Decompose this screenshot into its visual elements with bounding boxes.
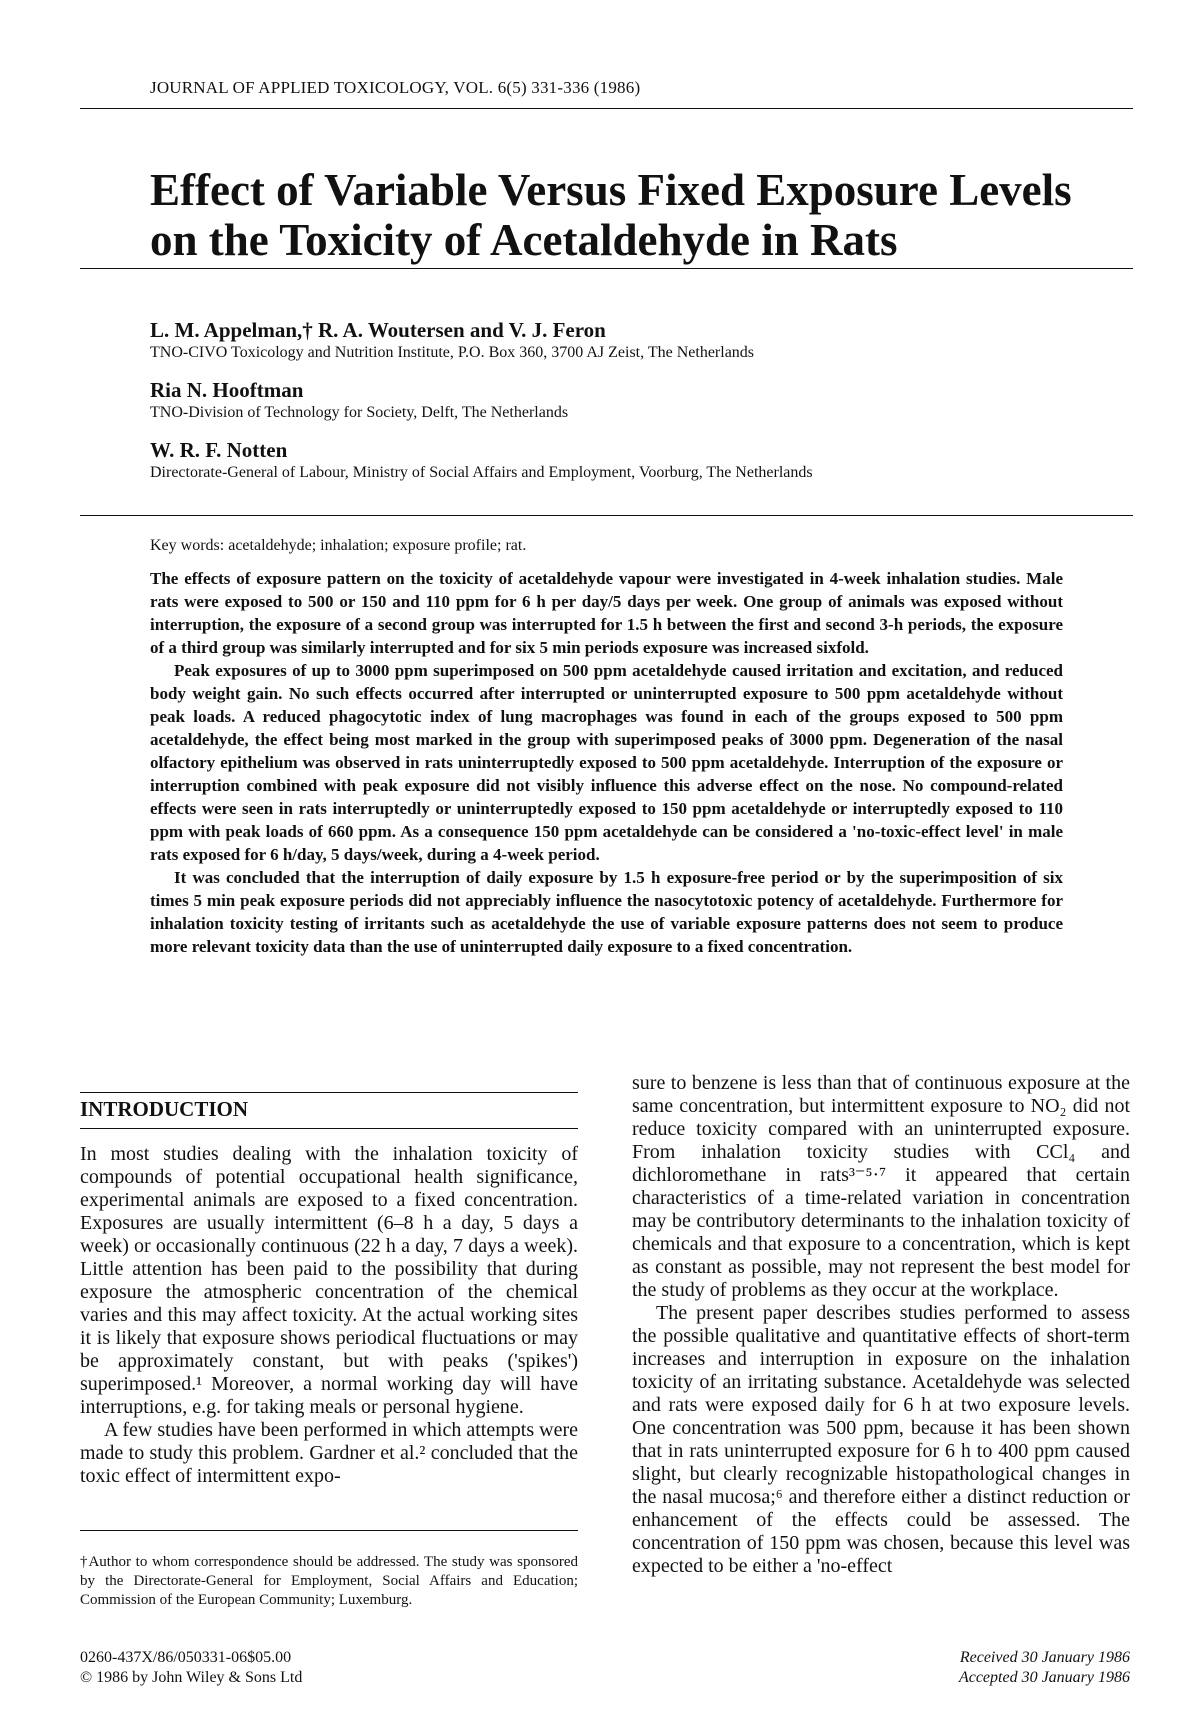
copyright-line: © 1986 by John Wiley & Sons Ltd (80, 1669, 303, 1686)
author-group (150, 437, 1110, 483)
section-heading-introduction: INTRODUCTION (80, 1092, 578, 1129)
author-names: W. R. F. Notten (150, 438, 288, 462)
author-group (150, 377, 1110, 423)
author-affiliation: TNO-CIVO Toxicology and Nutrition Institute, P.O. Box 360, 3700 AJ Zeist, The Netherlands (150, 344, 755, 361)
authors-rule (80, 515, 1133, 516)
title-line-1: Effect of Variable Versus Fixed Exposure Levels (150, 165, 1072, 215)
author-names: L. M. Appelman,† R. A. Woutersen and V. J. Feron (150, 318, 606, 342)
author-affiliation: Directorate-General of Labour, Ministry of Social Affairs and Employment, Voorburg, The Netherlands (150, 464, 813, 481)
footnote-rule (80, 1530, 578, 1531)
accepted-date: Accepted 30 January 1986 (958, 1669, 1130, 1686)
publication-info (80, 1648, 302, 1688)
header-rule (80, 108, 1133, 109)
author-affiliation: TNO-Division of Technology for Society, Delft, The Netherlands (150, 404, 569, 421)
author-block (150, 317, 1110, 497)
received-date: Received 30 January 1986 (959, 1649, 1130, 1666)
abstract-paragraph: Peak exposures of up to 3000 ppm superimposed on 500 ppm acetaldehyde caused irritation and excitation, and reduced body weight gain. No such effects occurred after interrupted or uninterrupted exposure to 500 ppm acetaldehyde without peak loads. A reduced phagocytotic index of lung macrophages was found in each of the groups exposed to 500 ppm acetaldehyde, the effect being most marked in the group with superimposed peaks of 3000 ppm. Degeneration of the nasal olfactory epithelium was observed in rats uninterruptedly exposed to 500 ppm acetaldehyde. Interruption of the exposure or interruption combined with peak exposure did not visibly influence this adverse effect on the nose. No compound-related effects were seen in rats interruptedly or uninterruptedly exposed to 150 ppm acetaldehyde or interruptedly exposed to 110 ppm with peak loads of 660 ppm. As a consequence 150 ppm acetaldehyde can be considered a 'no-toxic-effect level' in male rats exposed for 6 h/day, 5 days/week, during a 4-week period. (150, 661, 1063, 864)
right-column (632, 1072, 1130, 1578)
abstract-paragraph: The effects of exposure pattern on the toxicity of acetaldehyde vapour were investigated in 4-week inhalation studies. Male rats were exposed to 500 or 150 and 110 ppm for 6 h per day/5 days per week. One group of animals was exposed without interruption, the exposure of a second group was interrupted for 1.5 h between the first and second 3-h periods, the exposure of a third group was similarly interrupted and for six 5 min periods exposure was increased sixfold. (150, 569, 1063, 657)
running-head: JOURNAL OF APPLIED TOXICOLOGY, VOL. 6(5) 331-336 (1986) (150, 78, 641, 97)
footnote: †Author to whom correspondence should be addressed. The study was sponsored by the Directorate-General for Employment, Social Affairs and Education; Commission of the European Community; Luxemburg. (80, 1554, 578, 1608)
title-line-2: on the Toxicity of Acetaldehyde in Rats (150, 215, 898, 265)
body-paragraph: In most studies dealing with the inhalation toxicity of compounds of potential occupational health significance, experimental animals are exposed to a fixed concentration. Exposures are usually intermittent (6–8 h a day, 5 days a week) or occasionally continuous (22 h a day, 7 days a week). Little attention has been paid to the possibility that during exposure the atmospheric concentration of the chemical varies and this may affect toxicity. At the actual working sites it is likely that exposure shows periodical fluctuations or may be approximately constant, but with peaks ('spikes') superimposed.¹ Moreover, a normal working day will have interruptions, e.g. for taking meals or personal hygiene. (80, 1143, 578, 1418)
article-title (150, 165, 1110, 265)
abstract (150, 567, 1063, 958)
introduction-body (80, 1143, 578, 1488)
keywords: Key words: acetaldehyde; inhalation; exposure profile; rat. (150, 537, 527, 554)
issn-code: 0260-437X/86/050331-06$05.00 (80, 1649, 292, 1666)
author-names: Ria N. Hooftman (150, 378, 304, 402)
body-paragraph: The present paper describes studies performed to assess the possible qualitative and quantitative effects of short-term increases and interruption in exposure on the inhalation toxicity of an irritating substance. Acetaldehyde was selected and rats were exposed daily for 6 h at two exposure levels. One concentration was 500 ppm, because it has been shown that in rats uninterrupted exposure for 6 h to 400 ppm caused slight, but clearly recognizable histopathological changes in the nasal mucosa;⁶ and therefore either a distinct reduction or enhancement of the effects could be assessed. The concentration of 150 ppm was chosen, because this level was expected to be either a 'no-effect (632, 1302, 1130, 1577)
author-group (150, 317, 1110, 363)
body-paragraph: sure to benzene is less than that of continuous exposure at the same concentration, but intermittent exposure to NO₂ did not reduce toxicity compared with an uninterrupted exposure. From inhalation toxicity studies with CCl₄ and dichloromethane in rats³⁻⁵·⁷ it appeared that certain characteristics of a time-related variation in concentration may be contributory determinants to the inhalation toxicity of chemicals and that exposure to a concentration, which is kept as constant as possible, may not represent the best model for the study of problems as they occur at the workplace. (632, 1072, 1130, 1301)
body-paragraph: A few studies have been performed in which attempts were made to study this problem. Gardner et al.² concluded that the toxic effect of intermittent expo- (80, 1419, 578, 1487)
abstract-paragraph: It was concluded that the interruption of daily exposure by 1.5 h exposure-free period or by the superimposition of six times 5 min peak exposure periods did not appreciably influence the nasocytotoxic potency of acetaldehyde. Furthermore for inhalation toxicity testing of irritants such as acetaldehyde the use of variable exposure patterns does not seem to produce more relevant toxicity data than the use of uninterrupted daily exposure to a fixed concentration. (150, 868, 1063, 956)
title-rule (80, 268, 1133, 269)
left-column (80, 1092, 578, 1488)
received-dates (959, 1648, 1130, 1688)
